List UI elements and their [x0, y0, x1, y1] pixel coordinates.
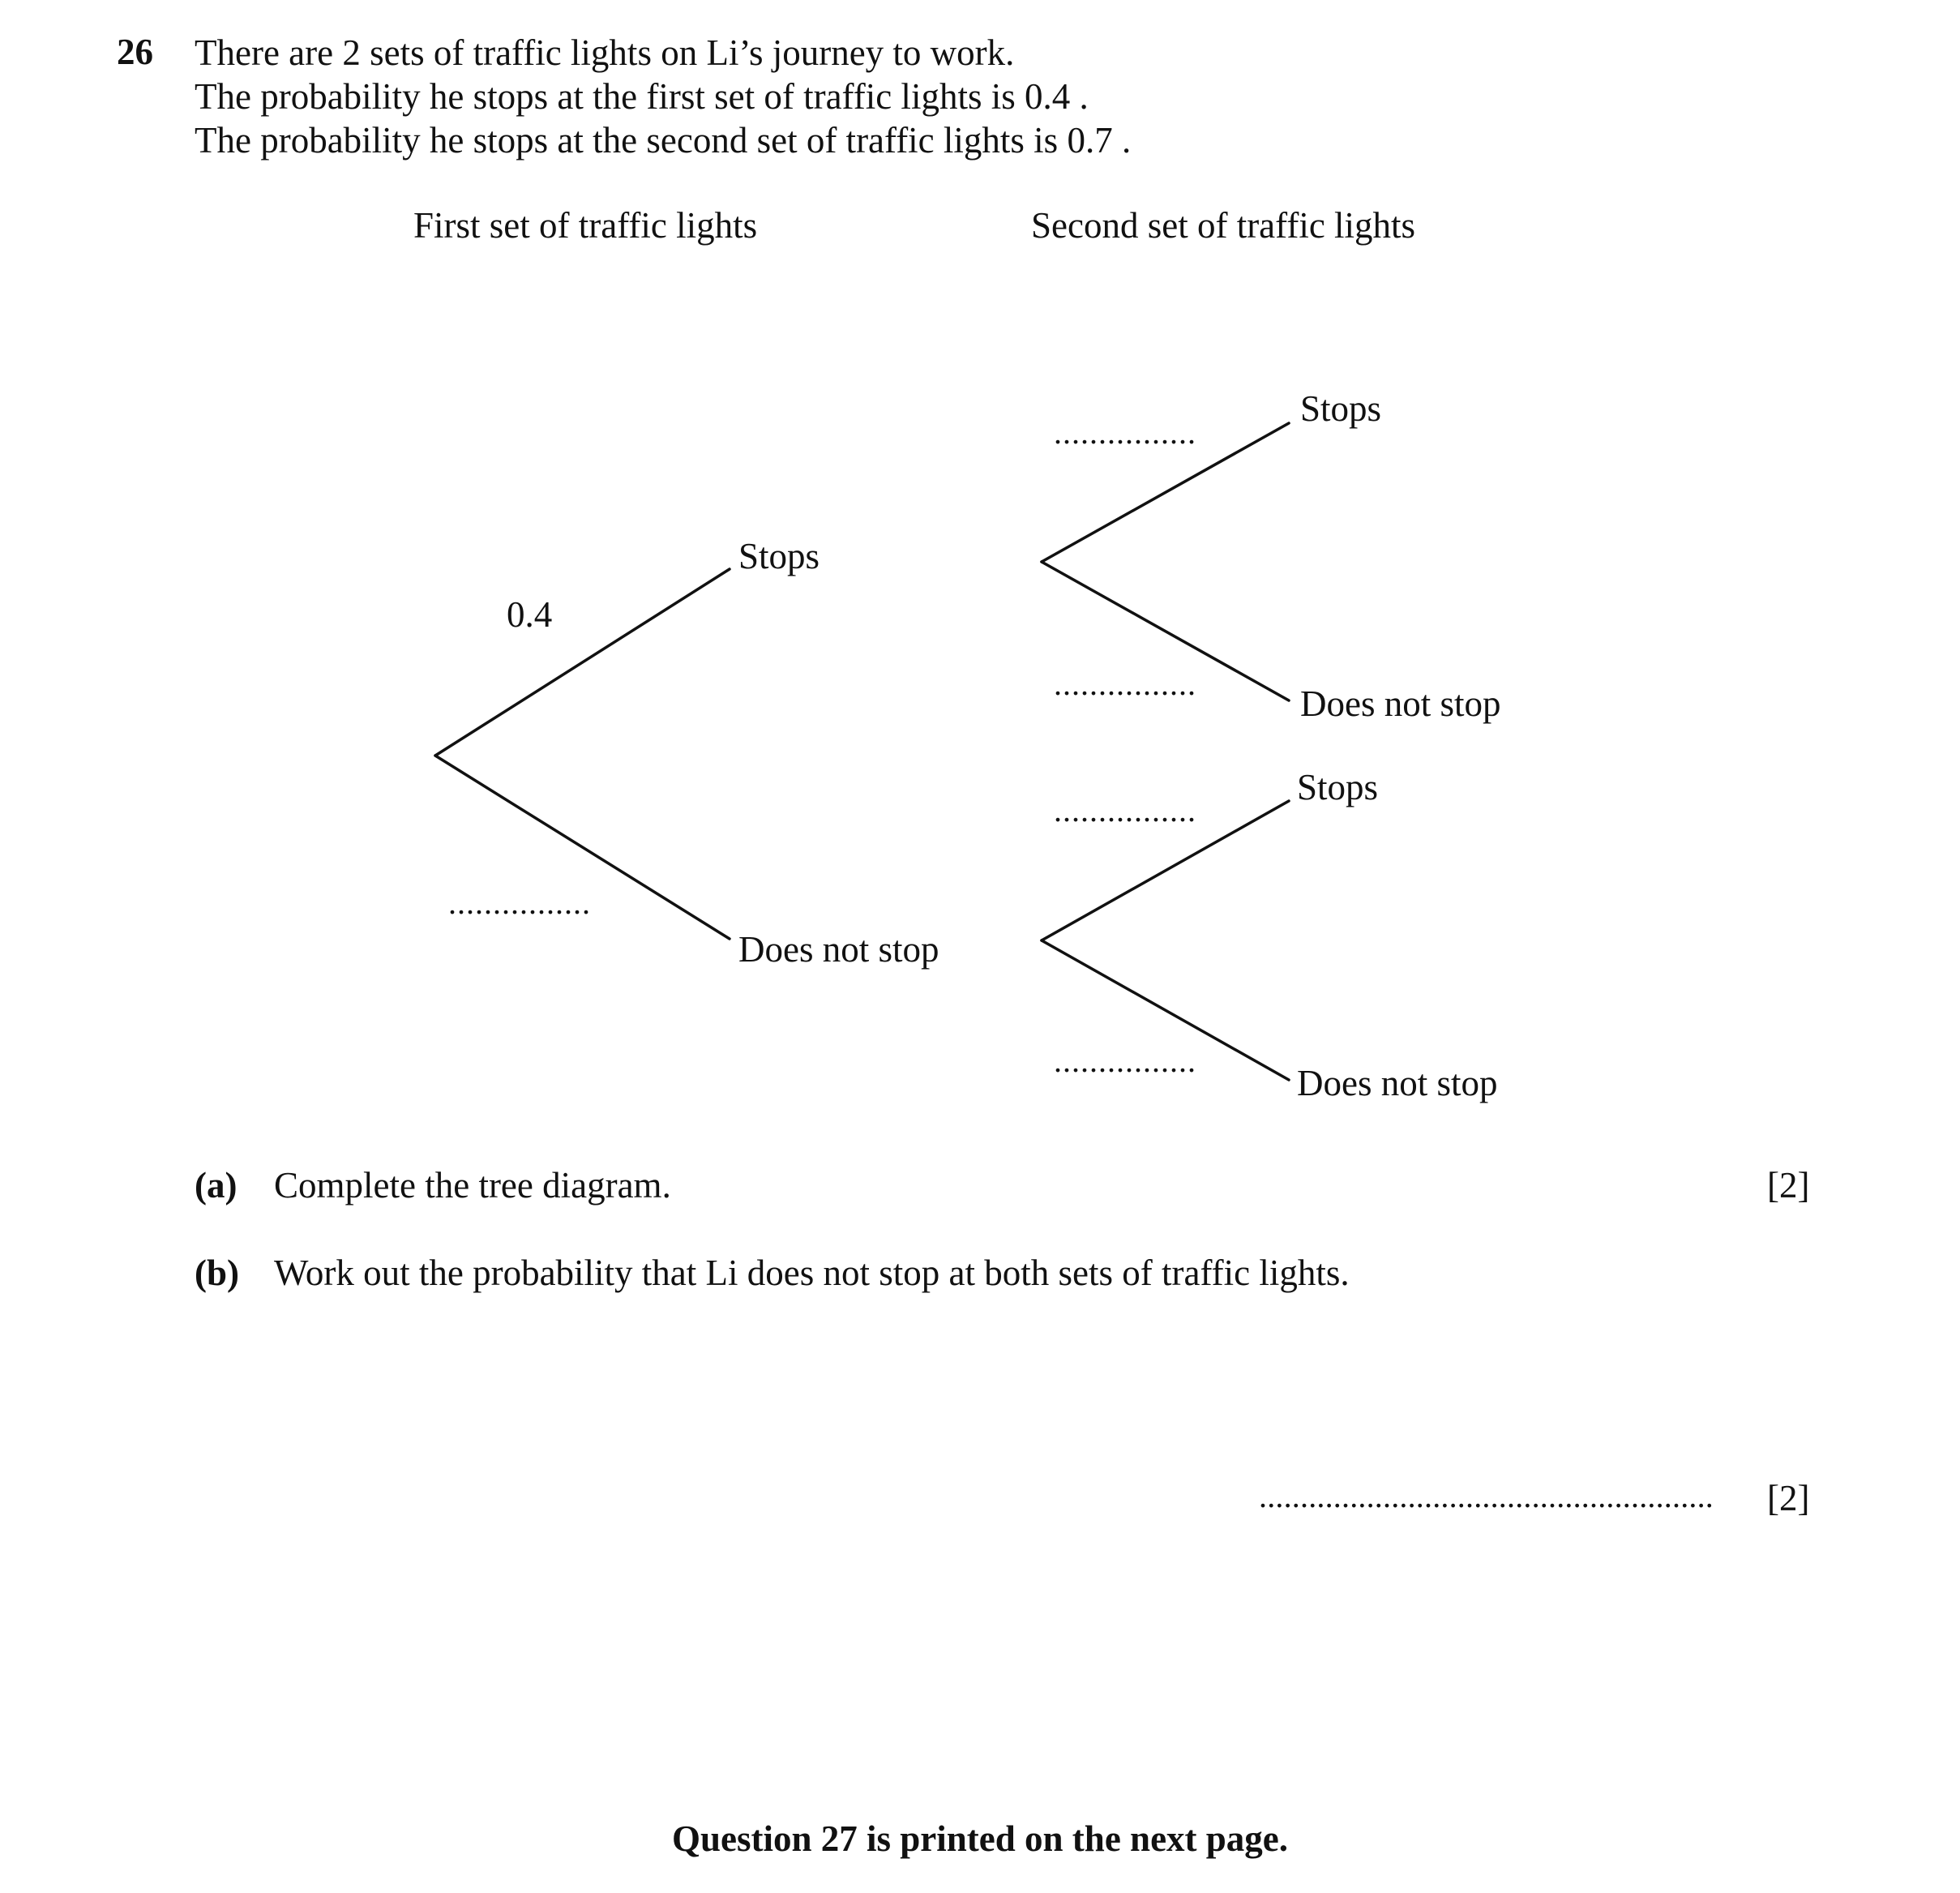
answer-blank-first-not-stop[interactable]: ................ — [448, 884, 591, 921]
part-a-letter: (a) — [195, 1165, 238, 1206]
first-stops-prob: 0.4 — [507, 594, 553, 635]
answer-blank-lower-not-stop[interactable]: ................ — [1054, 1043, 1196, 1079]
header-second-set: Second set of traffic lights — [1031, 205, 1416, 246]
first-not-stop-label: Does not stop — [738, 929, 939, 970]
lower-not-stop-label: Does not stop — [1297, 1063, 1498, 1103]
answer-blank-lower-stops[interactable]: ................ — [1054, 792, 1196, 829]
upper-stops-label: Stops — [1300, 388, 1382, 429]
question-line-3: The probability he stops at the second set of traffic lights is 0.7 . — [195, 120, 1132, 161]
question-line-1: There are 2 sets of traffic lights on Li’s journey to work. — [195, 32, 1015, 73]
part-a-marks: [2] — [1767, 1165, 1810, 1206]
footer-note: Question 27 is printed on the next page. — [671, 1818, 1289, 1859]
answer-blank-upper-stops[interactable]: ................ — [1054, 414, 1196, 451]
part-a-text: Complete the tree diagram. — [274, 1165, 671, 1206]
question-number: 26 — [117, 32, 153, 72]
part-b-letter: (b) — [195, 1253, 239, 1293]
part-b-text: Work out the probability that Li does not stop at both sets of traffic lights. — [274, 1253, 1350, 1293]
branch-first-stops — [435, 569, 730, 756]
question-line-2: The probability he stops at the first set of traffic lights is 0.4 . — [195, 76, 1089, 117]
answer-blank-upper-not-stop[interactable]: ................ — [1054, 666, 1196, 702]
lower-stops-label: Stops — [1297, 767, 1379, 807]
upper-not-stop-label: Does not stop — [1300, 683, 1501, 724]
first-stops-label: Stops — [738, 536, 820, 576]
part-b-marks: [2] — [1767, 1478, 1810, 1518]
header-first-set: First set of traffic lights — [413, 205, 758, 246]
part-b-answer-line[interactable]: ....................................................... — [1259, 1478, 1714, 1514]
